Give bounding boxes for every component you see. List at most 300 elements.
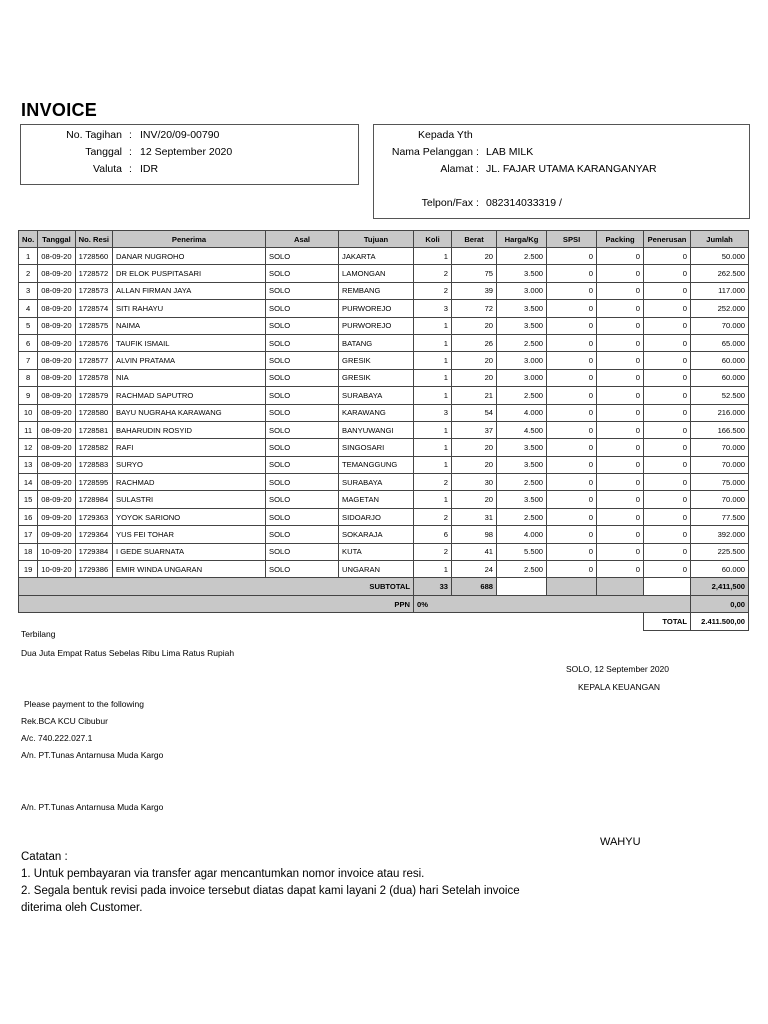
row-destination: BANYUWANGI xyxy=(339,421,414,438)
row-weight: 54 xyxy=(452,404,497,421)
customer-name-label: Nama Pelanggan xyxy=(391,146,473,158)
row-amount: 392.000 xyxy=(691,526,749,543)
row-number: 2 xyxy=(19,265,38,282)
row-forwarding: 0 xyxy=(644,543,691,560)
row-number: 13 xyxy=(19,456,38,473)
subtotal-row xyxy=(19,578,749,596)
row-koli: 1 xyxy=(414,352,452,369)
subtotal-amount: 2,411,500 xyxy=(691,578,749,596)
row-spsi: 0 xyxy=(547,526,597,543)
row-amount: 75.000 xyxy=(691,474,749,491)
row-number: 14 xyxy=(19,474,38,491)
note-item: diterima oleh Customer. xyxy=(21,902,143,914)
invoice-number-label: No. Tagihan xyxy=(66,129,122,141)
row-receipt-number: 1729384 xyxy=(75,543,112,560)
row-weight: 26 xyxy=(452,334,497,351)
customer-info-box xyxy=(373,124,750,219)
row-price-per-kg: 3.500 xyxy=(497,456,547,473)
row-origin: SOLO xyxy=(266,543,339,560)
row-date: 08-09-20 xyxy=(38,439,75,456)
row-forwarding: 0 xyxy=(644,508,691,525)
table-row xyxy=(19,404,749,421)
ppn-amount: 0,00 xyxy=(691,596,749,613)
row-date: 08-09-20 xyxy=(38,387,75,404)
row-price-per-kg: 2.500 xyxy=(497,561,547,578)
colon: : xyxy=(129,163,132,175)
row-packing: 0 xyxy=(597,474,644,491)
row-weight: 41 xyxy=(452,543,497,560)
row-koli: 2 xyxy=(414,508,452,525)
signature-place-date: SOLO, 12 September 2020 xyxy=(566,664,670,674)
row-packing: 0 xyxy=(597,282,644,299)
column-header: SPSI xyxy=(547,231,597,248)
table-row xyxy=(19,282,749,299)
row-forwarding: 0 xyxy=(644,526,691,543)
table-row xyxy=(19,352,749,369)
column-header: Packing xyxy=(597,231,644,248)
table-row xyxy=(19,491,749,508)
row-date: 08-09-20 xyxy=(38,282,75,299)
row-origin: SOLO xyxy=(266,474,339,491)
row-recipient: NIA xyxy=(113,369,266,386)
row-price-per-kg: 2.500 xyxy=(497,334,547,351)
row-recipient: SURYO xyxy=(113,456,266,473)
row-origin: SOLO xyxy=(266,387,339,404)
row-amount: 70.000 xyxy=(691,491,749,508)
row-number: 5 xyxy=(19,317,38,334)
row-price-per-kg: 4.500 xyxy=(497,421,547,438)
row-amount: 50.000 xyxy=(691,248,749,265)
row-koli: 1 xyxy=(414,439,452,456)
payment-bank: Rek.BCA KCU Cibubur xyxy=(21,716,108,726)
subtotal-berat: 688 xyxy=(452,578,497,596)
table-row xyxy=(19,334,749,351)
row-forwarding: 0 xyxy=(644,421,691,438)
note-item: 2. Segala bentuk revisi pada invoice tersebut diatas dapat kami layani 2 (dua) hari Setelah invoice xyxy=(21,885,520,897)
row-recipient: DANAR NUGROHO xyxy=(113,248,266,265)
empty-cell xyxy=(19,613,644,631)
recipient-heading: Kepada Yth xyxy=(418,129,473,141)
terbilang-label: Terbilang xyxy=(21,629,56,639)
row-spsi: 0 xyxy=(547,265,597,282)
phone-row xyxy=(374,197,744,213)
signature-role: KEPALA KEUANGAN xyxy=(578,682,661,692)
row-receipt-number: 1728560 xyxy=(75,248,112,265)
address-row xyxy=(374,163,744,179)
row-origin: SOLO xyxy=(266,248,339,265)
row-spsi: 0 xyxy=(547,387,597,404)
row-amount: 117.000 xyxy=(691,282,749,299)
row-weight: 37 xyxy=(452,421,497,438)
table-row xyxy=(19,508,749,525)
colon: : xyxy=(476,163,479,175)
table-row xyxy=(19,526,749,543)
payment-holder-repeat: A/n. PT.Tunas Antarnusa Muda Kargo xyxy=(21,802,164,812)
row-packing: 0 xyxy=(597,387,644,404)
payment-holder: A/n. PT.Tunas Antarnusa Muda Kargo xyxy=(21,750,164,760)
row-number: 19 xyxy=(19,561,38,578)
row-number: 7 xyxy=(19,352,38,369)
row-destination: UNGARAN xyxy=(339,561,414,578)
row-amount: 60.000 xyxy=(691,352,749,369)
table-row xyxy=(19,248,749,265)
row-weight: 72 xyxy=(452,300,497,317)
row-spsi: 0 xyxy=(547,474,597,491)
row-origin: SOLO xyxy=(266,561,339,578)
row-price-per-kg: 3.500 xyxy=(497,439,547,456)
row-koli: 1 xyxy=(414,369,452,386)
notes-heading: Catatan : xyxy=(21,851,68,863)
row-origin: SOLO xyxy=(266,282,339,299)
subtotal-label: SUBTOTAL xyxy=(19,578,414,596)
row-origin: SOLO xyxy=(266,317,339,334)
row-recipient: YUS FEI TOHAR xyxy=(113,526,266,543)
row-price-per-kg: 3.500 xyxy=(497,300,547,317)
row-destination: GRESIK xyxy=(339,352,414,369)
row-recipient: I GEDE SUARNATA xyxy=(113,543,266,560)
row-price-per-kg: 3.000 xyxy=(497,352,547,369)
currency-value: IDR xyxy=(140,163,159,175)
row-recipient: RAFI xyxy=(113,439,266,456)
invoice-title: INVOICE xyxy=(21,100,98,120)
colon: : xyxy=(476,197,479,209)
row-number: 18 xyxy=(19,543,38,560)
row-forwarding: 0 xyxy=(644,300,691,317)
row-receipt-number: 1729386 xyxy=(75,561,112,578)
row-date: 08-09-20 xyxy=(38,300,75,317)
row-weight: 20 xyxy=(452,248,497,265)
phone-value: 082314033319 / xyxy=(486,197,562,209)
phone-label: Telpon/Fax xyxy=(421,197,473,209)
row-destination: JAKARTA xyxy=(339,248,414,265)
row-amount: 70.000 xyxy=(691,439,749,456)
row-amount: 52.500 xyxy=(691,387,749,404)
row-packing: 0 xyxy=(597,491,644,508)
table-row xyxy=(19,421,749,438)
row-recipient: TAUFIK ISMAIL xyxy=(113,334,266,351)
row-number: 1 xyxy=(19,248,38,265)
row-weight: 20 xyxy=(452,439,497,456)
colon: : xyxy=(129,129,132,141)
row-receipt-number: 1728583 xyxy=(75,456,112,473)
row-weight: 31 xyxy=(452,508,497,525)
row-date: 08-09-20 xyxy=(38,248,75,265)
row-forwarding: 0 xyxy=(644,561,691,578)
table-row xyxy=(19,300,749,317)
row-amount: 77.500 xyxy=(691,508,749,525)
row-receipt-number: 1729363 xyxy=(75,508,112,525)
row-weight: 98 xyxy=(452,526,497,543)
row-spsi: 0 xyxy=(547,421,597,438)
row-origin: SOLO xyxy=(266,491,339,508)
table-row xyxy=(19,456,749,473)
row-koli: 1 xyxy=(414,421,452,438)
row-origin: SOLO xyxy=(266,404,339,421)
row-price-per-kg: 4.000 xyxy=(497,404,547,421)
row-amount: 262.500 xyxy=(691,265,749,282)
row-recipient: SULASTRI xyxy=(113,491,266,508)
row-weight: 20 xyxy=(452,317,497,334)
row-number: 10 xyxy=(19,404,38,421)
column-header: Jumlah xyxy=(691,231,749,248)
row-weight: 20 xyxy=(452,456,497,473)
row-date: 08-09-20 xyxy=(38,369,75,386)
row-destination: PURWOREJO xyxy=(339,300,414,317)
table-row xyxy=(19,387,749,404)
table-header-row xyxy=(19,231,749,248)
row-date: 08-09-20 xyxy=(38,474,75,491)
row-amount: 70.000 xyxy=(691,456,749,473)
table-row xyxy=(19,317,749,334)
row-koli: 2 xyxy=(414,265,452,282)
row-origin: SOLO xyxy=(266,439,339,456)
empty-cell xyxy=(597,578,644,596)
row-receipt-number: 1729364 xyxy=(75,526,112,543)
row-forwarding: 0 xyxy=(644,352,691,369)
table-row xyxy=(19,474,749,491)
row-recipient: SITI RAHAYU xyxy=(113,300,266,317)
row-price-per-kg: 3.500 xyxy=(497,265,547,282)
row-receipt-number: 1728572 xyxy=(75,265,112,282)
row-spsi: 0 xyxy=(547,352,597,369)
row-price-per-kg: 2.500 xyxy=(497,248,547,265)
currency-label: Valuta xyxy=(93,163,122,175)
row-forwarding: 0 xyxy=(644,387,691,404)
row-packing: 0 xyxy=(597,404,644,421)
row-amount: 225.500 xyxy=(691,543,749,560)
row-spsi: 0 xyxy=(547,404,597,421)
row-date: 08-09-20 xyxy=(38,352,75,369)
row-number: 4 xyxy=(19,300,38,317)
row-origin: SOLO xyxy=(266,508,339,525)
row-number: 3 xyxy=(19,282,38,299)
row-receipt-number: 1728577 xyxy=(75,352,112,369)
row-date: 09-09-20 xyxy=(38,526,75,543)
row-destination: GRESIK xyxy=(339,369,414,386)
row-spsi: 0 xyxy=(547,282,597,299)
table-row xyxy=(19,265,749,282)
row-origin: SOLO xyxy=(266,526,339,543)
total-label: TOTAL xyxy=(644,613,691,631)
row-receipt-number: 1728578 xyxy=(75,369,112,386)
row-number: 16 xyxy=(19,508,38,525)
total-amount: 2.411.500,00 xyxy=(691,613,749,631)
row-origin: SOLO xyxy=(266,265,339,282)
table-row xyxy=(19,369,749,386)
row-packing: 0 xyxy=(597,248,644,265)
row-amount: 70.000 xyxy=(691,317,749,334)
row-date: 08-09-20 xyxy=(38,265,75,282)
row-packing: 0 xyxy=(597,317,644,334)
column-header: Tanggal xyxy=(38,231,75,248)
row-forwarding: 0 xyxy=(644,282,691,299)
row-koli: 6 xyxy=(414,526,452,543)
row-destination: PURWOREJO xyxy=(339,317,414,334)
row-spsi: 0 xyxy=(547,334,597,351)
table-summary xyxy=(19,578,749,630)
column-header: Berat xyxy=(452,231,497,248)
customer-name-row xyxy=(374,146,744,162)
row-spsi: 0 xyxy=(547,369,597,386)
row-destination: MAGETAN xyxy=(339,491,414,508)
row-recipient: RACHMAD xyxy=(113,474,266,491)
column-header: Penerima xyxy=(113,231,266,248)
row-packing: 0 xyxy=(597,456,644,473)
row-recipient: BAYU NUGRAHA KARAWANG xyxy=(113,404,266,421)
row-price-per-kg: 3.000 xyxy=(497,369,547,386)
column-header: Penerusan xyxy=(644,231,691,248)
row-destination: LAMONGAN xyxy=(339,265,414,282)
row-recipient: DR ELOK PUSPITASARI xyxy=(113,265,266,282)
ppn-label: PPN xyxy=(19,596,414,613)
row-origin: SOLO xyxy=(266,421,339,438)
invoice-number-value: INV/20/09-00790 xyxy=(140,129,220,141)
row-koli: 1 xyxy=(414,334,452,351)
row-destination: KARAWANG xyxy=(339,404,414,421)
row-packing: 0 xyxy=(597,543,644,560)
row-receipt-number: 1728576 xyxy=(75,334,112,351)
invoice-date-label: Tanggal xyxy=(85,146,122,158)
row-weight: 20 xyxy=(452,491,497,508)
row-forwarding: 0 xyxy=(644,474,691,491)
row-spsi: 0 xyxy=(547,300,597,317)
row-spsi: 0 xyxy=(547,491,597,508)
row-packing: 0 xyxy=(597,334,644,351)
row-koli: 2 xyxy=(414,474,452,491)
empty-cell xyxy=(497,578,547,596)
row-spsi: 0 xyxy=(547,317,597,334)
row-price-per-kg: 3.500 xyxy=(497,491,547,508)
address-label: Alamat xyxy=(440,163,473,175)
row-recipient: ALVIN PRATAMA xyxy=(113,352,266,369)
row-forwarding: 0 xyxy=(644,317,691,334)
row-packing: 0 xyxy=(597,265,644,282)
table-row xyxy=(19,543,749,560)
row-weight: 30 xyxy=(452,474,497,491)
ppn-row xyxy=(19,596,749,613)
table-body xyxy=(19,248,749,578)
invoice-number-row xyxy=(21,129,351,145)
row-receipt-number: 1728595 xyxy=(75,474,112,491)
row-spsi: 0 xyxy=(547,543,597,560)
row-receipt-number: 1728580 xyxy=(75,404,112,421)
row-destination: SURABAYA xyxy=(339,387,414,404)
row-number: 17 xyxy=(19,526,38,543)
total-row xyxy=(19,613,749,631)
row-date: 09-09-20 xyxy=(38,508,75,525)
row-origin: SOLO xyxy=(266,369,339,386)
row-number: 15 xyxy=(19,491,38,508)
table-row xyxy=(19,561,749,578)
column-header: Asal xyxy=(266,231,339,248)
payment-intro: Please payment to the following xyxy=(24,699,145,709)
column-header: No. xyxy=(19,231,38,248)
row-forwarding: 0 xyxy=(644,404,691,421)
colon: : xyxy=(476,146,479,158)
column-header: Koli xyxy=(414,231,452,248)
subtotal-koli: 33 xyxy=(414,578,452,596)
invoice-info-box xyxy=(20,124,359,185)
row-weight: 20 xyxy=(452,352,497,369)
invoice-date-row xyxy=(21,146,351,162)
row-amount: 216.000 xyxy=(691,404,749,421)
row-recipient: EMIR WINDA UNGARAN xyxy=(113,561,266,578)
row-price-per-kg: 2.500 xyxy=(497,508,547,525)
row-date: 10-09-20 xyxy=(38,561,75,578)
invoice-table xyxy=(18,230,749,631)
row-date: 08-09-20 xyxy=(38,456,75,473)
row-amount: 252.000 xyxy=(691,300,749,317)
invoice-date-value: 12 September 2020 xyxy=(140,146,233,158)
currency-row xyxy=(21,163,351,179)
terbilang-text: Dua Juta Empat Ratus Sebelas Ribu Lima Ratus Rupiah xyxy=(21,648,235,658)
row-price-per-kg: 5.500 xyxy=(497,543,547,560)
row-packing: 0 xyxy=(597,369,644,386)
row-forwarding: 0 xyxy=(644,369,691,386)
row-receipt-number: 1728582 xyxy=(75,439,112,456)
ppn-rate: 0% xyxy=(414,596,691,613)
row-spsi: 0 xyxy=(547,439,597,456)
empty-cell xyxy=(644,578,691,596)
row-forwarding: 0 xyxy=(644,248,691,265)
row-receipt-number: 1728575 xyxy=(75,317,112,334)
row-amount: 60.000 xyxy=(691,561,749,578)
row-receipt-number: 1728574 xyxy=(75,300,112,317)
row-recipient: RACHMAD SAPUTRO xyxy=(113,387,266,404)
row-origin: SOLO xyxy=(266,300,339,317)
row-koli: 3 xyxy=(414,404,452,421)
row-recipient: YOYOK SARIONO xyxy=(113,508,266,525)
row-weight: 24 xyxy=(452,561,497,578)
row-destination: BATANG xyxy=(339,334,414,351)
row-destination: REMBANG xyxy=(339,282,414,299)
payment-account: A/c. 740.222.027.1 xyxy=(21,733,93,743)
row-spsi: 0 xyxy=(547,456,597,473)
row-koli: 1 xyxy=(414,248,452,265)
row-date: 10-09-20 xyxy=(38,543,75,560)
signature-name: WAHYU xyxy=(600,836,641,848)
column-header: Tujuan xyxy=(339,231,414,248)
address-value: JL. FAJAR UTAMA KARANGANYAR xyxy=(486,163,657,175)
row-koli: 3 xyxy=(414,300,452,317)
row-koli: 2 xyxy=(414,282,452,299)
row-spsi: 0 xyxy=(547,561,597,578)
note-item: 1. Untuk pembayaran via transfer agar mencantumkan nomor invoice atau resi. xyxy=(21,868,425,880)
row-forwarding: 0 xyxy=(644,456,691,473)
row-weight: 21 xyxy=(452,387,497,404)
row-forwarding: 0 xyxy=(644,265,691,282)
row-koli: 1 xyxy=(414,491,452,508)
row-destination: SIDOARJO xyxy=(339,508,414,525)
row-packing: 0 xyxy=(597,561,644,578)
row-forwarding: 0 xyxy=(644,491,691,508)
row-packing: 0 xyxy=(597,508,644,525)
row-koli: 1 xyxy=(414,561,452,578)
row-packing: 0 xyxy=(597,421,644,438)
empty-cell xyxy=(547,578,597,596)
row-number: 6 xyxy=(19,334,38,351)
row-packing: 0 xyxy=(597,526,644,543)
row-weight: 20 xyxy=(452,369,497,386)
row-number: 12 xyxy=(19,439,38,456)
column-header: No. Resi xyxy=(75,231,112,248)
row-forwarding: 0 xyxy=(644,439,691,456)
row-recipient: NAIMA xyxy=(113,317,266,334)
row-origin: SOLO xyxy=(266,456,339,473)
row-receipt-number: 1728573 xyxy=(75,282,112,299)
customer-name-value: LAB MILK xyxy=(486,146,534,158)
row-koli: 1 xyxy=(414,387,452,404)
